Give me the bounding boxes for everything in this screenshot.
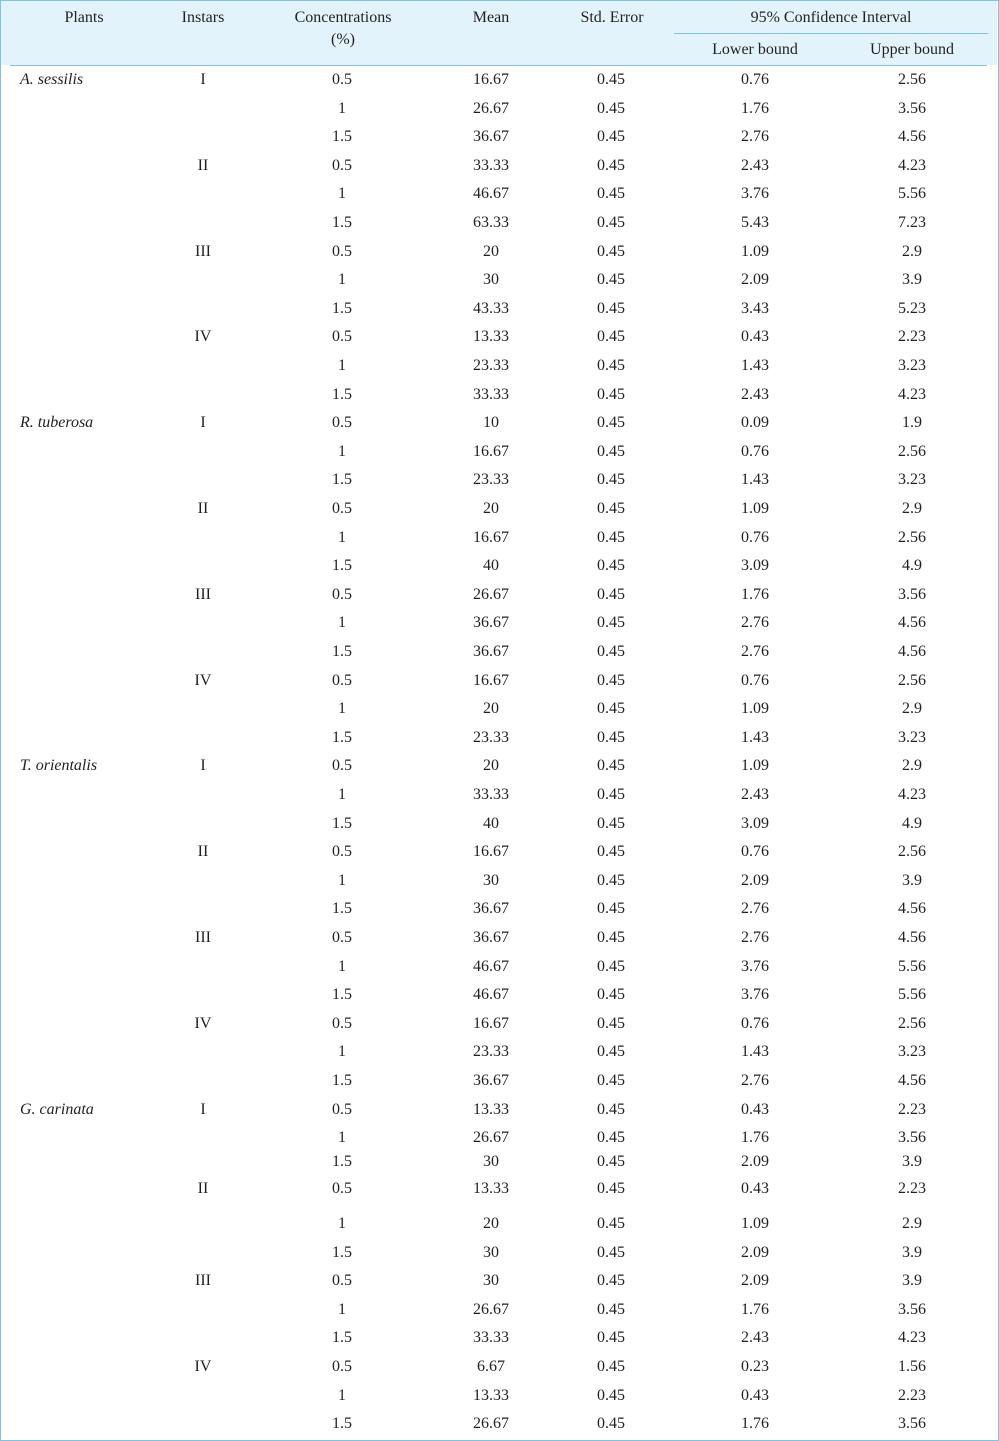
cell-lower-bound: 1.43 — [741, 728, 769, 746]
cell-concentration: 1.5 — [332, 557, 352, 575]
cell-mean: 10 — [483, 414, 499, 432]
cell-concentration: 1.5 — [332, 814, 352, 832]
cell-concentration: 1 — [338, 1215, 346, 1232]
cell-instar: IV — [194, 1358, 212, 1375]
cell-upper-bound: 2.9 — [902, 500, 922, 517]
cell-std-error: 0.45 — [597, 156, 625, 174]
cell-instar: III — [195, 585, 211, 603]
cell-upper-bound: 2.9 — [902, 757, 922, 775]
cell-mean: 23.33 — [473, 357, 509, 374]
cell-concentration: 1 — [338, 786, 346, 803]
cell-instar: IV — [194, 328, 212, 346]
cell-upper-bound: 7.23 — [898, 214, 926, 231]
cell-mean: 30 — [483, 1152, 499, 1170]
cell-std-error: 0.45 — [597, 1358, 625, 1375]
cell-concentration: 1 — [338, 1300, 346, 1318]
cell-mean: 26.67 — [473, 1415, 509, 1433]
cell-lower-bound: 0.43 — [741, 1100, 769, 1118]
cell-std-error: 0.45 — [597, 1072, 625, 1089]
cell-lower-bound: 0.76 — [741, 71, 769, 88]
cell-mean: 6.67 — [477, 1358, 505, 1375]
cell-lower-bound: 0.43 — [741, 1180, 769, 1198]
cell-concentration: 1 — [338, 871, 346, 889]
cell-plant: R. tuberosa — [20, 414, 94, 432]
cell-concentration: 1 — [338, 99, 346, 117]
cell-upper-bound: 2.56 — [898, 442, 926, 460]
cell-lower-bound: 0.43 — [741, 328, 769, 346]
cell-concentration: 1.5 — [332, 1243, 352, 1261]
ci-divider — [674, 33, 988, 34]
cell-concentration: 0.5 — [332, 71, 352, 88]
cell-upper-bound: 2.56 — [898, 528, 926, 546]
cell-mean: 33.33 — [473, 385, 509, 403]
cell-mean: 16.67 — [473, 1014, 509, 1032]
cell-upper-bound: 2.9 — [902, 1215, 922, 1232]
cell-std-error: 0.45 — [597, 843, 625, 861]
cell-mean: 13.33 — [473, 1386, 509, 1404]
cell-mean: 16.67 — [473, 71, 509, 88]
cell-concentration: 0.5 — [332, 929, 352, 946]
cell-std-error: 0.45 — [597, 1129, 625, 1147]
cell-mean: 46.67 — [473, 957, 509, 975]
cell-instar: II — [197, 843, 209, 861]
cell-upper-bound: 4.23 — [898, 156, 926, 174]
cell-concentration: 1.5 — [332, 1152, 352, 1170]
cell-mean: 26.67 — [473, 99, 509, 117]
cell-concentration: 0.5 — [332, 242, 352, 260]
cell-std-error: 0.45 — [597, 1243, 625, 1261]
cell-concentration: 1.5 — [332, 128, 352, 146]
cell-lower-bound: 2.76 — [741, 643, 769, 660]
cell-lower-bound: 1.76 — [741, 99, 769, 117]
cell-mean: 26.67 — [473, 1129, 509, 1147]
cell-mean: 16.67 — [473, 528, 509, 546]
cell-concentration: 1.5 — [332, 1072, 352, 1089]
cell-concentration: 0.5 — [332, 414, 352, 432]
cell-plant: T. orientalis — [20, 757, 98, 775]
cell-lower-bound: 0.76 — [741, 843, 769, 861]
cell-upper-bound: 3.9 — [902, 271, 922, 289]
cell-upper-bound: 4.9 — [902, 814, 922, 832]
cell-lower-bound: 0.76 — [741, 442, 769, 460]
cell-std-error: 0.45 — [597, 786, 625, 803]
cell-std-error: 0.45 — [597, 929, 625, 946]
cell-mean: 33.33 — [473, 786, 509, 803]
cell-mean: 33.33 — [473, 1329, 509, 1347]
cell-std-error: 0.45 — [597, 271, 625, 289]
cell-lower-bound: 2.43 — [741, 786, 769, 803]
cell-lower-bound: 1.09 — [741, 242, 769, 260]
cell-lower-bound: 3.43 — [741, 299, 769, 317]
cell-lower-bound: 2.76 — [741, 929, 769, 946]
cell-mean: 20 — [483, 1215, 499, 1232]
cell-instar: IV — [194, 1014, 212, 1032]
cell-lower-bound: 2.09 — [741, 871, 769, 889]
cell-mean: 36.67 — [473, 929, 509, 946]
cell-upper-bound: 2.56 — [898, 671, 926, 689]
cell-upper-bound: 4.56 — [898, 929, 926, 946]
cell-instar: II — [197, 156, 209, 174]
cell-upper-bound: 2.56 — [898, 1014, 926, 1032]
cell-mean: 26.67 — [473, 1300, 509, 1318]
cell-std-error: 0.45 — [597, 700, 625, 718]
cell-upper-bound: 4.56 — [898, 128, 926, 146]
cell-lower-bound: 0.43 — [741, 1386, 769, 1404]
cell-concentration: 1 — [338, 185, 346, 203]
cell-std-error: 0.45 — [597, 1300, 625, 1318]
header-concentrations-unit: (%) — [331, 31, 355, 48]
cell-upper-bound: 4.23 — [898, 385, 926, 403]
cell-lower-bound: 0.09 — [741, 414, 769, 432]
cell-std-error: 0.45 — [597, 1100, 625, 1118]
cell-lower-bound: 0.76 — [741, 528, 769, 546]
cell-lower-bound: 1.09 — [741, 700, 769, 718]
cell-concentration: 1.5 — [332, 471, 352, 489]
cell-lower-bound: 0.76 — [741, 1014, 769, 1032]
cell-mean: 46.67 — [473, 185, 509, 203]
cell-mean: 36.67 — [473, 900, 509, 918]
cell-mean: 16.67 — [473, 442, 509, 460]
cell-std-error: 0.45 — [597, 1180, 625, 1198]
cell-std-error: 0.45 — [597, 185, 625, 203]
cell-mean: 13.33 — [473, 328, 509, 346]
cell-concentration: 1 — [338, 1129, 346, 1147]
cell-std-error: 0.45 — [597, 214, 625, 231]
cell-lower-bound: 2.76 — [741, 128, 769, 146]
cell-lower-bound: 2.43 — [741, 156, 769, 174]
cell-mean: 30 — [483, 1272, 499, 1290]
cell-lower-bound: 2.76 — [741, 900, 769, 918]
cell-upper-bound: 2.23 — [898, 328, 926, 346]
cell-upper-bound: 3.9 — [902, 1152, 922, 1170]
cell-std-error: 0.45 — [597, 1386, 625, 1404]
cell-std-error: 0.45 — [597, 1014, 625, 1032]
cell-mean: 23.33 — [473, 471, 509, 489]
header-bottom-rule — [10, 65, 987, 66]
cell-std-error: 0.45 — [597, 957, 625, 975]
cell-upper-bound: 4.23 — [898, 1329, 926, 1347]
cell-upper-bound: 3.9 — [902, 1243, 922, 1261]
cell-mean: 30 — [483, 271, 499, 289]
cell-upper-bound: 1.56 — [898, 1358, 926, 1375]
cell-lower-bound: 2.43 — [741, 1329, 769, 1347]
cell-concentration: 1.5 — [332, 214, 352, 231]
header-instars: Instars — [181, 9, 225, 26]
cell-concentration: 1 — [338, 1043, 346, 1061]
cell-lower-bound: 1.09 — [741, 500, 769, 517]
cell-lower-bound: 0.76 — [741, 671, 769, 689]
cell-upper-bound: 2.56 — [898, 71, 926, 88]
cell-concentration: 1 — [338, 528, 346, 546]
cell-lower-bound: 2.09 — [741, 1152, 769, 1170]
cell-mean: 16.67 — [473, 843, 509, 861]
cell-lower-bound: 1.09 — [741, 1215, 769, 1232]
header-plants: Plants — [64, 9, 104, 26]
cell-std-error: 0.45 — [597, 328, 625, 346]
cell-concentration: 0.5 — [332, 1014, 352, 1032]
cell-concentration: 1.5 — [332, 728, 352, 746]
cell-instar: I — [200, 71, 206, 88]
cell-std-error: 0.45 — [597, 99, 625, 117]
cell-instar: III — [195, 1272, 211, 1290]
cell-upper-bound: 3.56 — [898, 1129, 926, 1147]
cell-mean: 20 — [483, 500, 499, 517]
cell-lower-bound: 1.43 — [741, 471, 769, 489]
cell-upper-bound: 3.56 — [898, 585, 926, 603]
cell-instar: III — [195, 242, 211, 260]
cell-upper-bound: 3.56 — [898, 1415, 926, 1433]
cell-concentration: 0.5 — [332, 1358, 352, 1375]
cell-instar: II — [197, 1180, 209, 1198]
cell-upper-bound: 4.23 — [898, 786, 926, 803]
cell-concentration: 0.5 — [332, 843, 352, 861]
cell-std-error: 0.45 — [597, 671, 625, 689]
header-upper-bound: Upper bound — [870, 41, 954, 58]
cell-mean: 40 — [483, 814, 499, 832]
cell-upper-bound: 2.9 — [902, 242, 922, 260]
cell-upper-bound: 2.9 — [902, 700, 922, 718]
cell-upper-bound: 2.23 — [898, 1180, 926, 1198]
cell-mean: 30 — [483, 871, 499, 889]
header-std-error: Std. Error — [580, 9, 644, 26]
cell-lower-bound: 1.09 — [741, 757, 769, 775]
cell-concentration: 1.5 — [332, 643, 352, 660]
cell-concentration: 0.5 — [332, 1272, 352, 1290]
header-mean: Mean — [472, 9, 510, 26]
cell-concentration: 1.5 — [332, 900, 352, 918]
cell-std-error: 0.45 — [597, 1215, 625, 1232]
cell-std-error: 0.45 — [597, 643, 625, 660]
cell-concentration: 1 — [338, 614, 346, 632]
table-header — [1, 1, 997, 65]
header-lower-bound: Lower bound — [712, 41, 798, 58]
cell-instar: I — [200, 757, 206, 775]
cell-concentration: 1.5 — [332, 385, 352, 403]
cell-upper-bound: 5.56 — [898, 957, 926, 975]
cell-instar: IV — [194, 671, 212, 689]
cell-std-error: 0.45 — [597, 814, 625, 832]
cell-lower-bound: 3.76 — [741, 986, 769, 1004]
cell-concentration: 1 — [338, 957, 346, 975]
cell-concentration: 1 — [338, 357, 346, 374]
cell-std-error: 0.45 — [597, 757, 625, 775]
cell-mean: 43.33 — [473, 299, 509, 317]
cell-lower-bound: 2.09 — [741, 1272, 769, 1290]
cell-plant: G. carinata — [20, 1100, 94, 1118]
cell-upper-bound: 5.56 — [898, 185, 926, 203]
cell-concentration: 1.5 — [332, 1329, 352, 1347]
cell-concentration: 0.5 — [332, 1100, 352, 1118]
cell-mean: 40 — [483, 557, 499, 575]
cell-std-error: 0.45 — [597, 1152, 625, 1170]
cell-concentration: 0.5 — [332, 156, 352, 174]
cell-lower-bound: 5.43 — [741, 214, 769, 231]
cell-upper-bound: 2.56 — [898, 843, 926, 861]
cell-lower-bound: 1.76 — [741, 1300, 769, 1318]
cell-std-error: 0.45 — [597, 471, 625, 489]
cell-mean: 13.33 — [473, 1180, 509, 1198]
cell-upper-bound: 3.9 — [902, 871, 922, 889]
cell-std-error: 0.45 — [597, 585, 625, 603]
cell-lower-bound: 2.43 — [741, 385, 769, 403]
cell-lower-bound: 1.43 — [741, 1043, 769, 1061]
cell-std-error: 0.45 — [597, 242, 625, 260]
cell-lower-bound: 2.09 — [741, 1243, 769, 1261]
cell-lower-bound: 1.76 — [741, 1415, 769, 1433]
cell-lower-bound: 2.09 — [741, 271, 769, 289]
cell-upper-bound: 2.23 — [898, 1386, 926, 1404]
cell-mean: 23.33 — [473, 1043, 509, 1061]
cell-lower-bound: 3.09 — [741, 557, 769, 575]
cell-std-error: 0.45 — [597, 71, 625, 88]
cell-upper-bound: 5.56 — [898, 986, 926, 1004]
cell-std-error: 0.45 — [597, 357, 625, 374]
cell-std-error: 0.45 — [597, 728, 625, 746]
cell-mean: 30 — [483, 1243, 499, 1261]
cell-std-error: 0.45 — [597, 414, 625, 432]
cell-mean: 20 — [483, 757, 499, 775]
cell-concentration: 1 — [338, 442, 346, 460]
cell-mean: 23.33 — [473, 728, 509, 746]
cell-instar: II — [197, 500, 209, 517]
cell-instar: III — [195, 929, 211, 946]
cell-upper-bound: 4.56 — [898, 1072, 926, 1089]
header-confidence-interval: 95% Confidence Interval — [750, 9, 912, 26]
cell-mean: 36.67 — [473, 643, 509, 660]
cell-lower-bound: 1.76 — [741, 1129, 769, 1147]
cell-std-error: 0.45 — [597, 986, 625, 1004]
cell-lower-bound: 2.76 — [741, 1072, 769, 1089]
cell-mean: 20 — [483, 242, 499, 260]
cell-std-error: 0.45 — [597, 528, 625, 546]
cell-lower-bound: 0.23 — [741, 1358, 769, 1375]
cell-upper-bound: 4.56 — [898, 614, 926, 632]
cell-lower-bound: 1.76 — [741, 585, 769, 603]
cell-lower-bound: 3.76 — [741, 185, 769, 203]
cell-concentration: 0.5 — [332, 585, 352, 603]
cell-lower-bound: 3.76 — [741, 957, 769, 975]
cell-lower-bound: 2.76 — [741, 614, 769, 632]
cell-upper-bound: 3.23 — [898, 357, 926, 374]
cell-upper-bound: 2.23 — [898, 1100, 926, 1118]
cell-std-error: 0.45 — [597, 385, 625, 403]
cell-concentration: 0.5 — [332, 757, 352, 775]
cell-upper-bound: 1.9 — [902, 414, 922, 432]
cell-plant: A. sessilis — [20, 71, 84, 88]
cell-concentration: 1.5 — [332, 299, 352, 317]
cell-std-error: 0.45 — [597, 557, 625, 575]
cell-mean: 13.33 — [473, 1100, 509, 1118]
cell-concentration: 1 — [338, 1386, 346, 1404]
header-concentrations: Concentrations — [294, 9, 392, 26]
cell-lower-bound: 3.09 — [741, 814, 769, 832]
cell-mean: 33.33 — [473, 156, 509, 174]
cell-concentration: 1.5 — [332, 986, 352, 1004]
cell-std-error: 0.45 — [597, 1272, 625, 1290]
cell-mean: 36.67 — [473, 128, 509, 146]
cell-mean: 46.67 — [473, 986, 509, 1004]
cell-upper-bound: 3.56 — [898, 99, 926, 117]
cell-std-error: 0.45 — [597, 871, 625, 889]
cell-concentration: 1 — [338, 271, 346, 289]
cell-std-error: 0.45 — [597, 614, 625, 632]
cell-mean: 63.33 — [473, 214, 509, 231]
cell-instar: I — [200, 1100, 206, 1118]
cell-upper-bound: 3.9 — [902, 1272, 922, 1290]
cell-upper-bound: 3.23 — [898, 471, 926, 489]
cell-mean: 36.67 — [473, 1072, 509, 1089]
cell-lower-bound: 1.43 — [741, 357, 769, 374]
cell-mean: 20 — [483, 700, 499, 718]
cell-std-error: 0.45 — [597, 1329, 625, 1347]
cell-mean: 16.67 — [473, 671, 509, 689]
cell-upper-bound: 3.23 — [898, 1043, 926, 1061]
cell-std-error: 0.45 — [597, 128, 625, 146]
cell-concentration: 0.5 — [332, 1180, 352, 1198]
cell-std-error: 0.45 — [597, 500, 625, 517]
cell-std-error: 0.45 — [597, 299, 625, 317]
cell-std-error: 0.45 — [597, 900, 625, 918]
cell-upper-bound: 3.23 — [898, 728, 926, 746]
cell-instar: I — [200, 414, 206, 432]
cell-upper-bound: 4.56 — [898, 900, 926, 918]
cell-upper-bound: 4.9 — [902, 557, 922, 575]
cell-concentration: 0.5 — [332, 500, 352, 517]
cell-upper-bound: 5.23 — [898, 299, 926, 317]
cell-std-error: 0.45 — [597, 442, 625, 460]
cell-concentration: 1.5 — [332, 1415, 352, 1433]
cell-mean: 36.67 — [473, 614, 509, 632]
cell-std-error: 0.45 — [597, 1043, 625, 1061]
cell-std-error: 0.45 — [597, 1415, 625, 1433]
cell-upper-bound: 4.56 — [898, 643, 926, 660]
cell-upper-bound: 3.56 — [898, 1300, 926, 1318]
cell-concentration: 0.5 — [332, 671, 352, 689]
cell-concentration: 0.5 — [332, 328, 352, 346]
cell-concentration: 1 — [338, 700, 346, 718]
cell-mean: 26.67 — [473, 585, 509, 603]
